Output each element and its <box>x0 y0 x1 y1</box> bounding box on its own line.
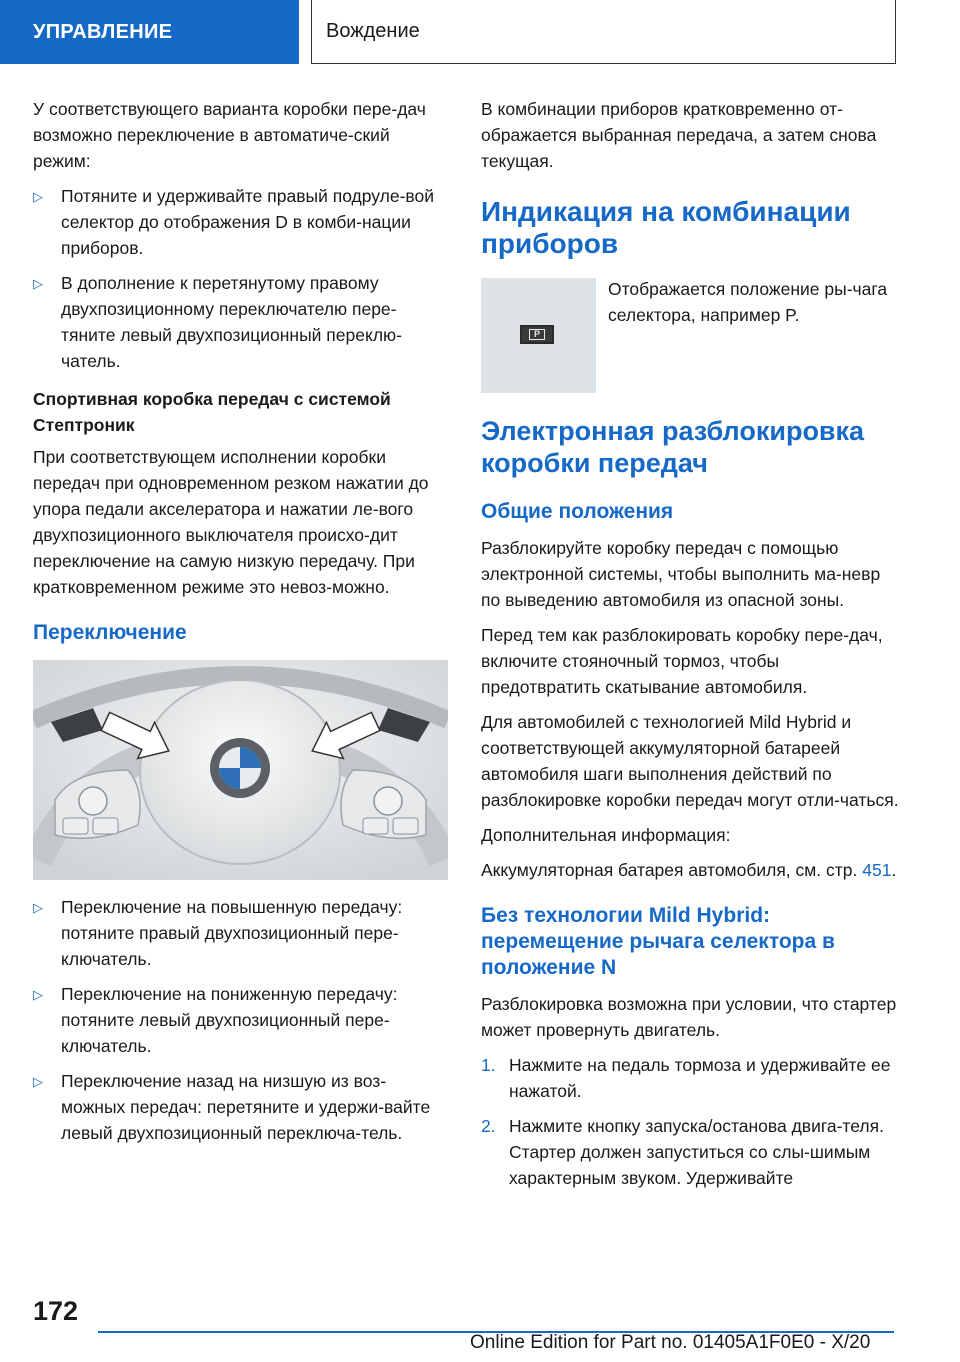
step-text: Нажмите кнопку запуска/останова двига-теля. Стартер должен запуститься со слы-шимым характерным звуком. Удерживайте <box>509 1116 884 1188</box>
triangle-bullet-icon: ▷ <box>33 1074 43 1089</box>
no-mild-hybrid-heading: Без технологии Mild Hybrid: перемещение рычага селектора в положение N <box>481 904 835 979</box>
triangle-bullet-icon: ▷ <box>33 987 43 1002</box>
left-column <box>33 96 448 1155</box>
right-column <box>481 96 901 1200</box>
section-title: УПРАВЛЕНИЕ <box>33 20 173 43</box>
page-link[interactable]: 451 <box>862 860 892 880</box>
page-number: 172 <box>33 1296 79 1326</box>
step-number: 1. <box>481 1055 496 1075</box>
shift-heading: Переключение <box>33 621 187 644</box>
sport-heading: Спортивная коробка передач с системой Стептроник <box>33 389 391 435</box>
park-indicator-icon <box>520 325 554 344</box>
indicator-text: Отображается положение ры-чага селектора, например P. <box>608 279 888 325</box>
bullet-text: Переключение назад на низшую из воз-можных передач: перетяните и удержи-вайте левый двухпозиционный переключа-тель. <box>61 1071 431 1143</box>
steering-wheel-image <box>33 660 448 880</box>
list-item <box>33 270 448 374</box>
bullet-text: Переключение на повышенную передачу: потяните правый двухпозиционный пере-ключатель. <box>61 897 403 969</box>
reference-text: Аккумуляторная батарея автомобиля, см. стр. <box>481 860 858 880</box>
footer-edition: Online Edition for Part no. 01405A1F0E0 - X/20 <box>470 1332 871 1353</box>
park-symbol: P <box>529 329 545 340</box>
list-item <box>481 1113 901 1191</box>
list-item <box>33 183 448 261</box>
chapter-header <box>311 0 896 64</box>
indicator-heading: Индикация на комбинации приборов <box>481 196 851 259</box>
general-paragraph-2: Перед тем как разблокировать коробку пере-дач, включите стояночный тормоз, чтобы предотвратить скатывание автомобиля. <box>481 625 883 697</box>
bullet-text: В дополнение к перетянутому правому двухпозиционному переключателю пере-тяните левый двухпозиционный переклю-чатель. <box>61 273 403 371</box>
chapter-title: Вождение <box>326 20 420 42</box>
step-number: 2. <box>481 1116 496 1136</box>
triangle-bullet-icon: ▷ <box>33 189 43 204</box>
general-heading: Общие положения <box>481 500 674 523</box>
unlock-heading: Электронная разблокировка коробки передач <box>481 416 865 478</box>
general-paragraph-1: Разблокируйте коробку передач с помощью электронной системы, чтобы выполнить ма-невр по выведению автомобиля из опасной зоны. <box>481 538 881 610</box>
section-tab[interactable] <box>0 0 299 64</box>
bullet-text: Переключение на пониженную передачу: потяните левый двухпозиционный пере-ключатель. <box>61 984 398 1056</box>
sport-paragraph: При соответствующем исполнении коробки передач при одновременном резком нажатии до упора педали акселератора и нажатии ле-вого двухпозиционного выключателя происхо-дит переключение на самую низкую передачу. При кратковременном режиме это невоз-можно. <box>33 447 429 597</box>
selector-indicator-image <box>481 278 596 393</box>
no-mild-hybrid-paragraph: Разблокировка возможна при условии, что стартер может провернуть двигатель. <box>481 994 897 1040</box>
triangle-bullet-icon: ▷ <box>33 276 43 291</box>
bullet-text: Потяните и удерживайте правый подруле-вой селектор до отображения D в комби-нации приборов. <box>61 186 435 258</box>
right-intro-paragraph: В комбинации приборов кратковременно от-ображается выбранная передача, а затем снова текущая. <box>481 99 877 171</box>
general-paragraph-5 <box>481 857 901 883</box>
step-text: Нажмите на педаль тормоза и удерживайте ее нажатой. <box>509 1055 891 1101</box>
list-item <box>33 894 448 972</box>
intro-paragraph: У соответствующего варианта коробки пере-дач возможно переключение в автоматиче-ский режим: <box>33 99 426 171</box>
list-item <box>481 1052 901 1104</box>
reference-period: . <box>891 860 897 880</box>
list-item <box>33 981 448 1059</box>
general-paragraph-4: Дополнительная информация: <box>481 825 731 845</box>
triangle-bullet-icon: ▷ <box>33 900 43 915</box>
general-paragraph-3: Для автомобилей с технологией Mild Hybrid и соответствующей аккумуляторной батареей автомобиля шаги выполнения действий по разблокировке коробки передач могут отли-чаться. <box>481 712 899 810</box>
indicator-block <box>481 276 901 393</box>
list-item <box>33 1068 448 1146</box>
